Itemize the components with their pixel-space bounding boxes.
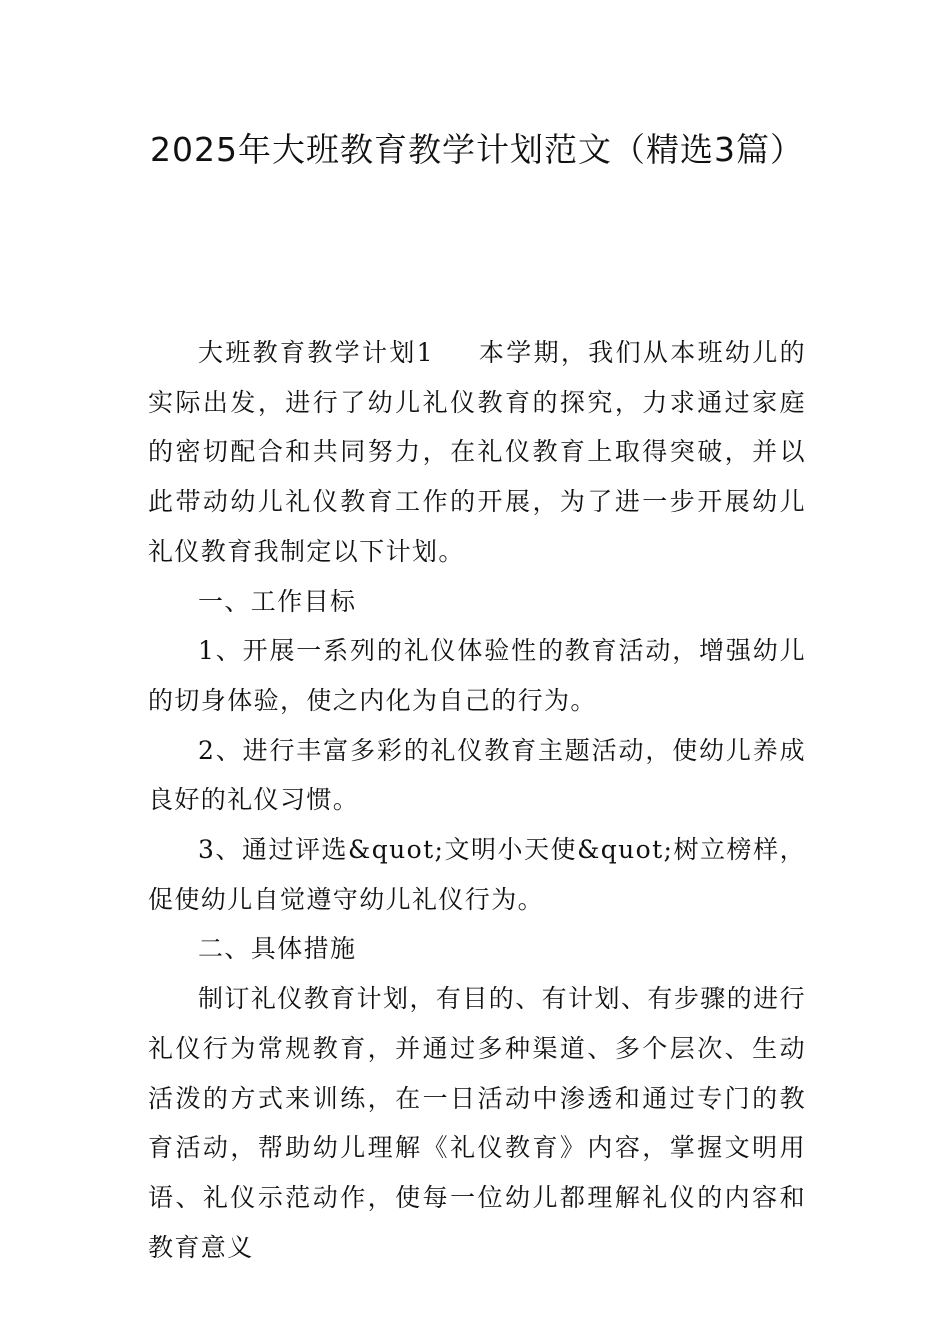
section-heading: 大班教育教学计划1 bbox=[198, 338, 434, 367]
goal-3: 3、通过评选&quot;文明小天使&quot;树立榜样，促使幼儿自觉遵守幼儿礼仪行为。 bbox=[148, 835, 806, 914]
measures-paragraph: 制订礼仪教育计划，有目的、有计划、有步骤的进行礼仪行为常规教育，并通过多种渠道、多个层次、生动活泼的方式来训练，在一日活动中渗透和通过专门的教育活动，帮助幼儿理解《礼仪教育》内容，掌握文明用语、礼仪示范动作，使每一位幼儿都理解礼仪的内容和教育意义 bbox=[148, 984, 806, 1262]
part1-heading: 一、工作目标 bbox=[198, 586, 357, 616]
part2-heading: 二、具体措施 bbox=[198, 934, 357, 964]
document-body bbox=[148, 328, 806, 1272]
intro-text: 本学期，我们从本班幼儿的实际出发，进行了幼儿礼仪教育的探究，力求通过家庭的密切配合和共同努力，在礼仪教育上取得突破，并以此带动幼儿礼仪教育工作的开展，为了进一步开展幼儿礼仪教育我制定以下计划。 bbox=[148, 338, 806, 566]
goal-1: 1、开展一系列的礼仪体验性的教育活动，增强幼儿的切身体验，使之内化为自己的行为。 bbox=[148, 636, 806, 715]
document-title: 2025年大班教育教学计划范文（精选3篇） bbox=[150, 130, 804, 169]
intro-paragraph bbox=[148, 328, 806, 577]
goal-2: 2、进行丰富多彩的礼仪教育主题活动，使幼儿养成良好的礼仪习惯。 bbox=[148, 735, 806, 815]
